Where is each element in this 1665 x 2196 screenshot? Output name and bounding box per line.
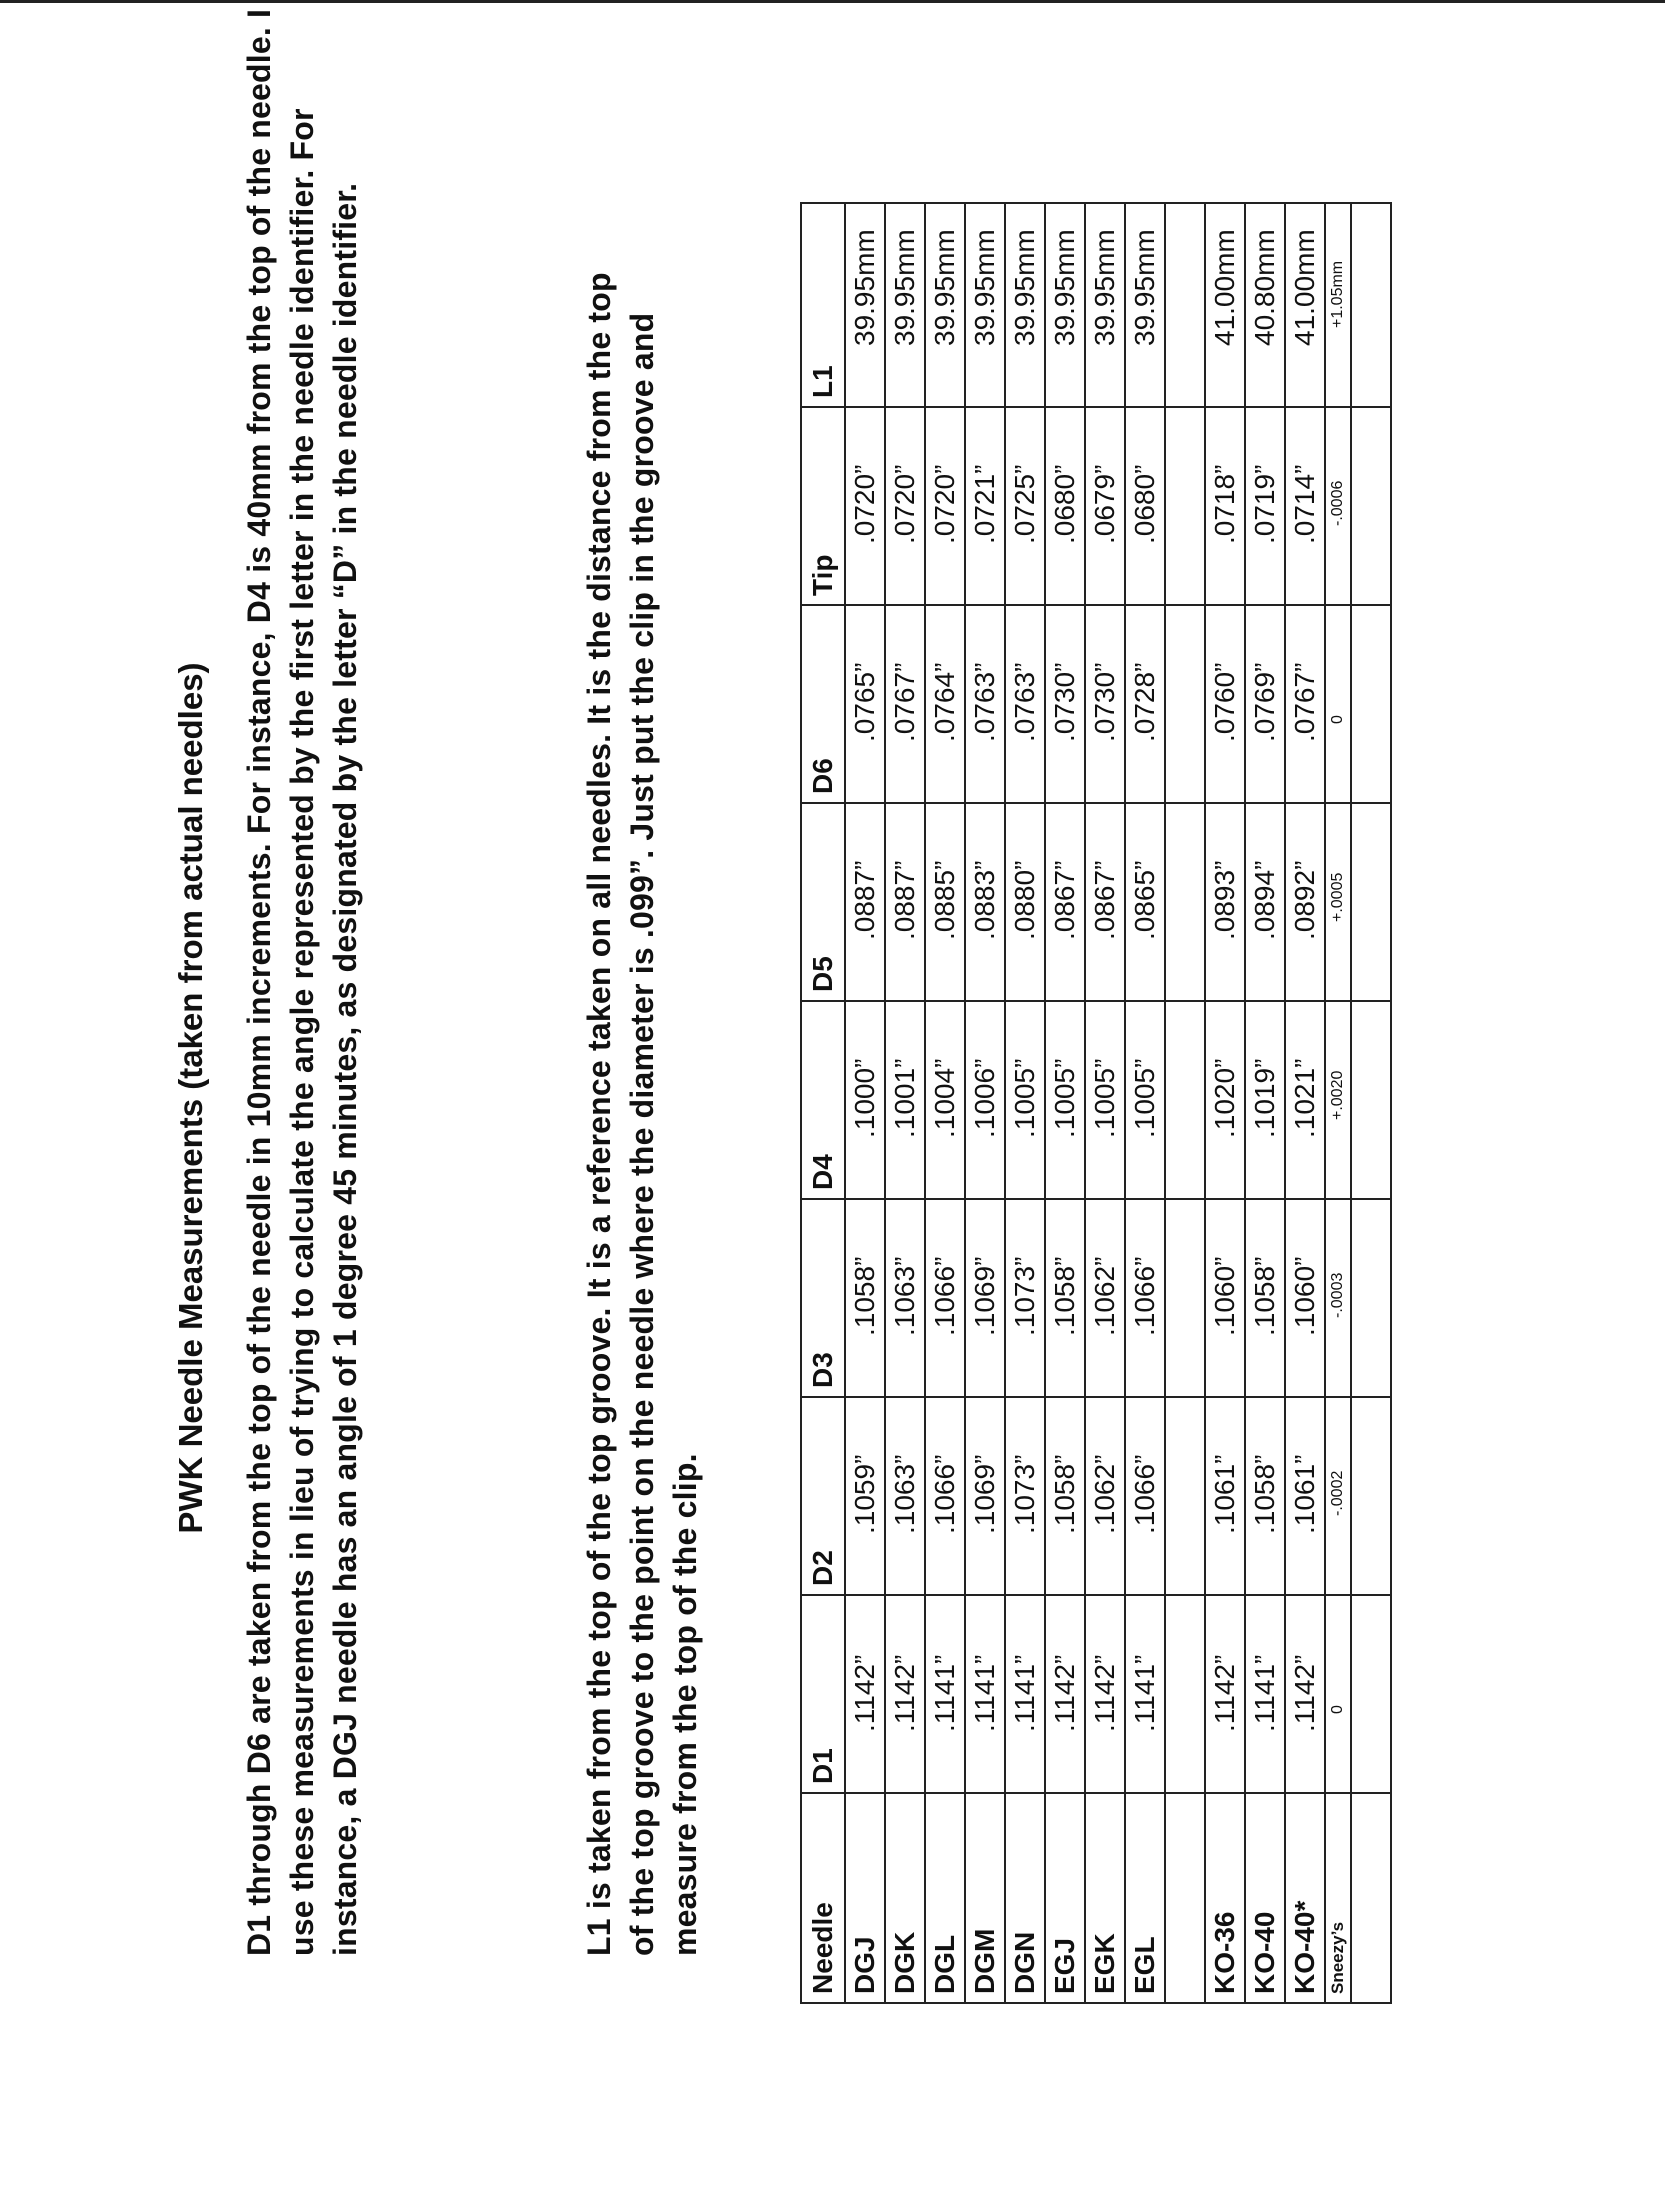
value-cell: .0730” bbox=[1085, 605, 1125, 803]
value-cell: .0721” bbox=[965, 407, 1005, 605]
value-cell: 0 bbox=[1325, 605, 1351, 803]
value-cell: .0867” bbox=[1045, 803, 1085, 1001]
table-row bbox=[1085, 203, 1125, 2003]
value-cell: .1060” bbox=[1205, 1199, 1245, 1397]
value-cell: .0720” bbox=[885, 407, 925, 605]
value-cell: .1060” bbox=[1285, 1199, 1325, 1397]
table-row bbox=[1005, 203, 1045, 2003]
table-row bbox=[845, 203, 885, 2003]
paragraph-l1-measurement: L1 is taken from the top of the top groove. It is a reference taken on all needles. It is the distance from the top of the top groove to the point on the needle where the diameter is .099”. Just put the clip in the groove and measure from the top of the clip. bbox=[581, 272, 703, 1956]
empty-cell bbox=[1351, 605, 1391, 803]
value-cell: .1063” bbox=[885, 1397, 925, 1595]
value-cell: 40.80mm bbox=[1245, 203, 1285, 407]
value-cell: .0728” bbox=[1125, 605, 1165, 803]
value-cell: .1059” bbox=[845, 1397, 885, 1595]
needle-cell: DGL bbox=[925, 1793, 965, 2003]
table-body bbox=[845, 203, 1391, 2003]
value-cell: +.0020 bbox=[1325, 1001, 1351, 1199]
value-cell: .0680” bbox=[1125, 407, 1165, 605]
value-cell: -.0003 bbox=[1325, 1199, 1351, 1397]
empty-cell bbox=[1351, 1793, 1391, 2003]
needle-cell: Sneezy’s bbox=[1325, 1793, 1351, 2003]
needle-cell: DGK bbox=[885, 1793, 925, 2003]
value-cell: .1020” bbox=[1205, 1001, 1245, 1199]
value-cell: .0880” bbox=[1005, 803, 1045, 1001]
document-title: PWK Needle Measurements (taken from actual needles) bbox=[172, 662, 209, 1534]
value-cell: .1062” bbox=[1085, 1397, 1125, 1595]
header-d4: D4 bbox=[801, 1001, 845, 1199]
header-d6: D6 bbox=[801, 605, 845, 803]
header-d1: D1 bbox=[801, 1595, 845, 1793]
value-cell: .0720” bbox=[845, 407, 885, 605]
value-cell: .0718” bbox=[1205, 407, 1245, 605]
value-cell: .0865” bbox=[1125, 803, 1165, 1001]
value-cell: 39.95mm bbox=[925, 203, 965, 407]
value-cell: .1061” bbox=[1205, 1397, 1245, 1595]
needle-cell: KO-36 bbox=[1205, 1793, 1245, 2003]
empty-cell bbox=[1165, 605, 1205, 803]
header-d2: D2 bbox=[801, 1397, 845, 1595]
needle-cell: EGK bbox=[1085, 1793, 1125, 2003]
spacer-row bbox=[1165, 203, 1205, 2003]
value-cell: 39.95mm bbox=[845, 203, 885, 407]
value-cell: .1066” bbox=[1125, 1199, 1165, 1397]
value-cell: .1073” bbox=[1005, 1199, 1045, 1397]
value-cell: .1058” bbox=[845, 1199, 885, 1397]
value-cell: .0894” bbox=[1245, 803, 1285, 1001]
value-cell: .1142” bbox=[1045, 1595, 1085, 1793]
header-tip: Tip bbox=[801, 407, 845, 605]
value-cell: .1005” bbox=[1125, 1001, 1165, 1199]
empty-cell bbox=[1351, 803, 1391, 1001]
value-cell: .1142” bbox=[1085, 1595, 1125, 1793]
value-cell: .1058” bbox=[1045, 1397, 1085, 1595]
value-cell: 0 bbox=[1325, 1595, 1351, 1793]
table-row bbox=[1125, 203, 1165, 2003]
empty-cell bbox=[1165, 1595, 1205, 1793]
value-cell: .1001” bbox=[885, 1001, 925, 1199]
value-cell: .0719” bbox=[1245, 407, 1285, 605]
value-cell: 39.95mm bbox=[1125, 203, 1165, 407]
value-cell: .0887” bbox=[845, 803, 885, 1001]
empty-cell bbox=[1351, 407, 1391, 605]
value-cell: .1063” bbox=[885, 1199, 925, 1397]
table-row bbox=[885, 203, 925, 2003]
table-row bbox=[925, 203, 965, 2003]
value-cell: .0679” bbox=[1085, 407, 1125, 605]
value-cell: .0763” bbox=[1005, 605, 1045, 803]
value-cell: .1058” bbox=[1045, 1199, 1085, 1397]
value-cell: .0767” bbox=[885, 605, 925, 803]
empty-cell bbox=[1165, 1199, 1205, 1397]
empty-cell bbox=[1165, 407, 1205, 605]
empty-cell bbox=[1165, 1397, 1205, 1595]
value-cell: .0760” bbox=[1205, 605, 1245, 803]
empty-cell bbox=[1165, 203, 1205, 407]
value-cell: .1141” bbox=[965, 1595, 1005, 1793]
value-cell: .1141” bbox=[1005, 1595, 1045, 1793]
value-cell: 39.95mm bbox=[965, 203, 1005, 407]
value-cell: .0767” bbox=[1285, 605, 1325, 803]
value-cell: +.0005 bbox=[1325, 803, 1351, 1001]
value-cell: .1006” bbox=[965, 1001, 1005, 1199]
table-row bbox=[1285, 203, 1325, 2003]
value-cell: .0764” bbox=[925, 605, 965, 803]
value-cell: 39.95mm bbox=[885, 203, 925, 407]
value-cell: .1005” bbox=[1045, 1001, 1085, 1199]
value-cell: .1073” bbox=[1005, 1397, 1045, 1595]
value-cell: .1058” bbox=[1245, 1397, 1285, 1595]
empty-cell bbox=[1165, 1793, 1205, 2003]
value-cell: .1069” bbox=[965, 1199, 1005, 1397]
empty-cell bbox=[1351, 203, 1391, 407]
value-cell: 39.95mm bbox=[1085, 203, 1125, 407]
value-cell: .1021” bbox=[1285, 1001, 1325, 1199]
value-cell: +1.05mm bbox=[1325, 203, 1351, 407]
value-cell: .0887” bbox=[885, 803, 925, 1001]
empty-cell bbox=[1165, 803, 1205, 1001]
value-cell: .1066” bbox=[925, 1397, 965, 1595]
value-cell: .1058” bbox=[1245, 1199, 1285, 1397]
value-cell: 41.00mm bbox=[1205, 203, 1245, 407]
value-cell: .0680” bbox=[1045, 407, 1085, 605]
empty-cell bbox=[1351, 1199, 1391, 1397]
paragraph-d-measurements: D1 through D6 are taken from the top of the needle in 10mm increments. For instance, D4 is 40mm from the top of the needle. I use these measurements in lieu of trying to calculate the angle represented by the first letter in the needle identifier. For instance, a DGJ needle has an angle of 1 degree 45 minutes, as designated by the letter “D” in the needle identifier. bbox=[241, 8, 363, 1956]
header-d3: D3 bbox=[801, 1199, 845, 1397]
needle-cell: DGM bbox=[965, 1793, 1005, 2003]
table-row bbox=[1205, 203, 1245, 2003]
value-cell: .0720” bbox=[925, 407, 965, 605]
value-cell: .0883” bbox=[965, 803, 1005, 1001]
header-needle: Needle bbox=[801, 1793, 845, 2003]
value-cell: 39.95mm bbox=[1005, 203, 1045, 407]
value-cell: 41.00mm bbox=[1285, 203, 1325, 407]
blank-row bbox=[1351, 203, 1391, 2003]
needle-cell: DGJ bbox=[845, 1793, 885, 2003]
value-cell: .0714” bbox=[1285, 407, 1325, 605]
empty-cell bbox=[1351, 1397, 1391, 1595]
empty-cell bbox=[1351, 1595, 1391, 1793]
value-cell: .0763” bbox=[965, 605, 1005, 803]
needle-measurements-table bbox=[800, 202, 1392, 2004]
value-cell: .1142” bbox=[1205, 1595, 1245, 1793]
value-cell: .1000” bbox=[845, 1001, 885, 1199]
value-cell: -.0002 bbox=[1325, 1397, 1351, 1595]
needle-cell: EGL bbox=[1125, 1793, 1165, 2003]
table-row bbox=[965, 203, 1005, 2003]
value-cell: .1066” bbox=[925, 1199, 965, 1397]
value-cell: .0765” bbox=[845, 605, 885, 803]
value-cell: 39.95mm bbox=[1045, 203, 1085, 407]
needle-cell: KO-40* bbox=[1285, 1793, 1325, 2003]
value-cell: .0867” bbox=[1085, 803, 1125, 1001]
table-row bbox=[1325, 203, 1351, 2003]
header-l1: L1 bbox=[801, 203, 845, 407]
empty-cell bbox=[1165, 1001, 1205, 1199]
table-row bbox=[1045, 203, 1085, 2003]
value-cell: .0725” bbox=[1005, 407, 1045, 605]
value-cell: .0730” bbox=[1045, 605, 1085, 803]
value-cell: .0885” bbox=[925, 803, 965, 1001]
needle-cell: DGN bbox=[1005, 1793, 1045, 2003]
value-cell: .1019” bbox=[1245, 1001, 1285, 1199]
value-cell: .0893” bbox=[1205, 803, 1245, 1001]
value-cell: .1141” bbox=[925, 1595, 965, 1793]
value-cell: .0892” bbox=[1285, 803, 1325, 1001]
value-cell: .1141” bbox=[1125, 1595, 1165, 1793]
empty-cell bbox=[1351, 1001, 1391, 1199]
table-header-row bbox=[801, 203, 845, 2003]
value-cell: .1142” bbox=[1285, 1595, 1325, 1793]
value-cell: .1004” bbox=[925, 1001, 965, 1199]
value-cell: .1061” bbox=[1285, 1397, 1325, 1595]
value-cell: -.0006 bbox=[1325, 407, 1351, 605]
needle-cell: EGJ bbox=[1045, 1793, 1085, 2003]
needle-cell: KO-40 bbox=[1245, 1793, 1285, 2003]
value-cell: .1142” bbox=[885, 1595, 925, 1793]
value-cell: .0769” bbox=[1245, 605, 1285, 803]
value-cell: .1005” bbox=[1085, 1001, 1125, 1199]
value-cell: .1069” bbox=[965, 1397, 1005, 1595]
value-cell: .1005” bbox=[1005, 1001, 1045, 1199]
header-d5: D5 bbox=[801, 803, 845, 1001]
value-cell: .1142” bbox=[845, 1595, 885, 1793]
value-cell: .1066” bbox=[1125, 1397, 1165, 1595]
table-row bbox=[1245, 203, 1285, 2003]
value-cell: .1062” bbox=[1085, 1199, 1125, 1397]
value-cell: .1141” bbox=[1245, 1595, 1285, 1793]
